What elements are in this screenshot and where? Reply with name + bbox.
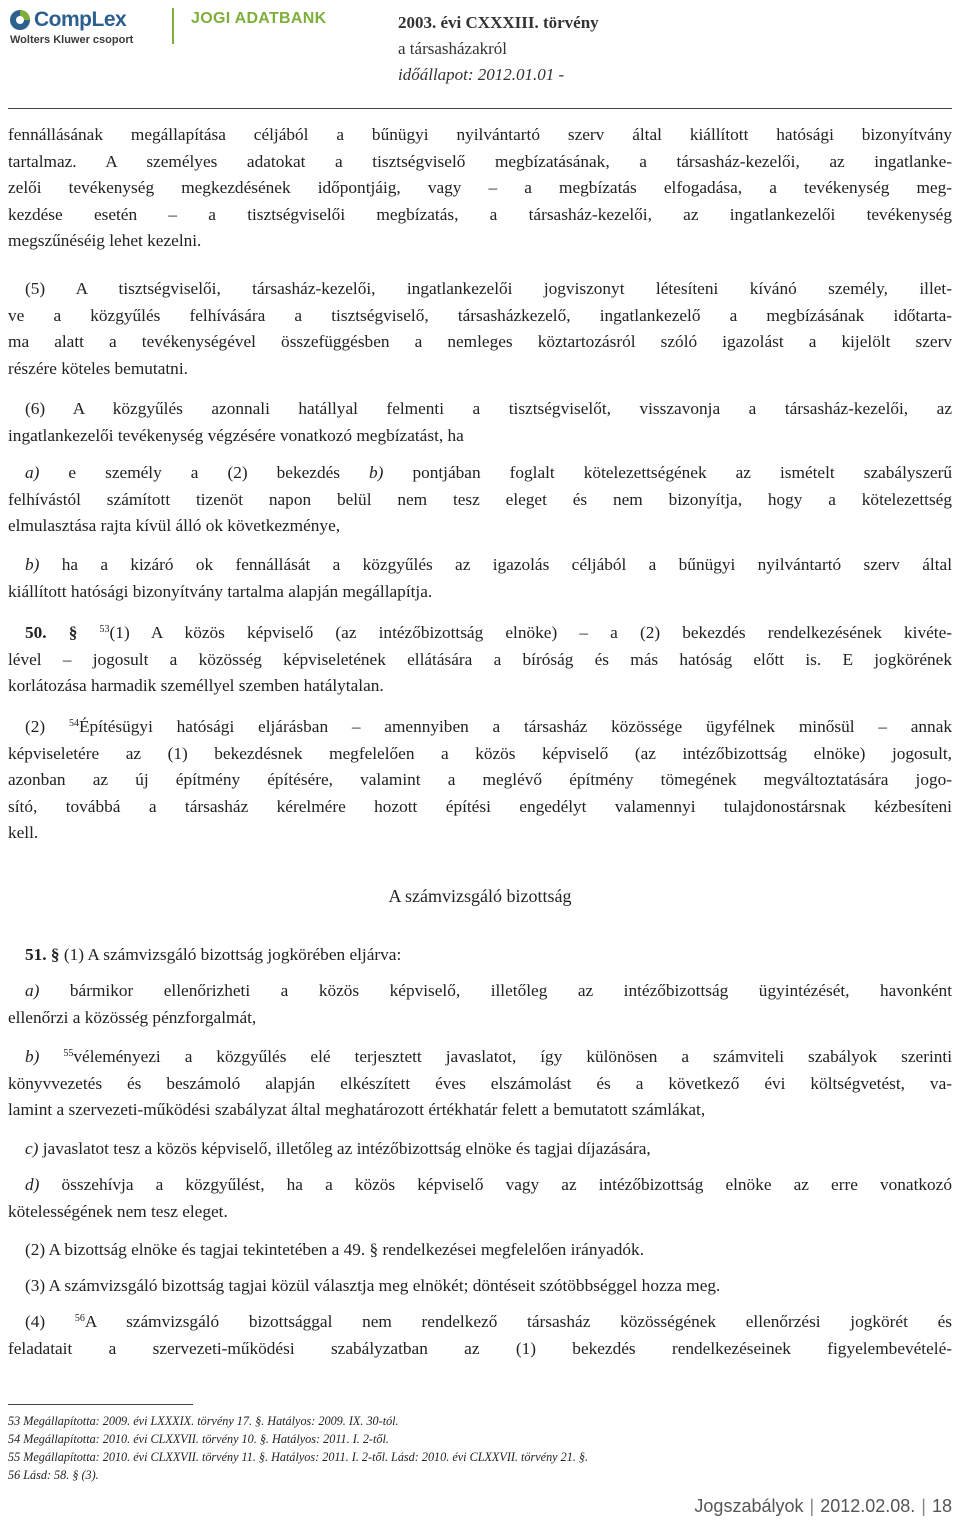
section-51: [8, 942, 952, 969]
text-line: feladatait a szervezeti-működési szabályzatban az (1) bekezdés rendelkezéseinek figyelembevételé-: [8, 1338, 952, 1358]
status-date: időállapot: 2012.01.01 -: [398, 65, 565, 84]
complex-logo-sub: Wolters Kluwer csoport: [10, 34, 134, 46]
text-line: könyvvezetés és beszámoló alapján elkészített éves elszámolást és a következő évi költségvetést, va-: [8, 1073, 952, 1093]
text-line: lamint a szervezeti-működési szabályzat által meghatározott értékhatár felett a bemutatott számlákat,: [8, 1100, 706, 1120]
text-line: képviseletére az (1) bekezdésnek megfelelően a közös képviselő (az intézőbizottság elnöke) jogosult,: [8, 743, 952, 763]
text-line: ellenőrzi a közösség pénzforgalmát,: [8, 1007, 257, 1027]
text-line: sító, továbbá a társasház kérelmére hozott építési engedélyt valamennyi tulajdonostársnak kézbesíteni: [8, 796, 952, 816]
footnote: 53 Megállapította: 2009. évi LXXXIX. törvény 17. §. Hatályos: 2009. IX. 30-tól.: [8, 1414, 399, 1428]
header-divider: [8, 108, 952, 109]
text-line: [8, 1172, 952, 1199]
footnotes: [8, 1412, 588, 1484]
text-fragment: e személy a (2) bekezdés: [39, 463, 370, 482]
footnote: 54 Megállapította: 2010. évi CLXXVII. törvény 10. §. Hatályos: 2011. I. 2-től.: [8, 1432, 389, 1446]
text-fragment: Építésügyi hatósági eljárásban – amennyiben a társasház közössége ügyfélnek minősül – annak: [78, 717, 952, 736]
section-number: 51. §: [25, 945, 60, 964]
section-heading: A számvizsgáló bizottság: [388, 886, 572, 906]
jogi-adatbank-logo: JOGI ADATBANK: [191, 10, 327, 27]
text-fragment: bármikor ellenőrizheti a közös képviselő, illetőleg az intézőbizottság ügyintézését, havonként: [39, 981, 952, 1000]
section-51-a: [8, 978, 952, 1031]
section-51-2: [8, 1237, 952, 1264]
text-line: megszűnéséig lehet kezelni.: [8, 231, 202, 251]
section-51-c: [8, 1136, 952, 1163]
text-line: korlátozása harmadik személlyel szemben hatálytalan.: [8, 676, 384, 696]
text-line: ma alatt a tevékenységével összefüggésben a nemleges köztartozásról szóló igazolást a kijelölt szerv: [8, 332, 952, 352]
text-fragment: (1) A számvizsgáló bizottság jogkörében eljárva:: [63, 945, 402, 964]
text-fragment: ha a kizáró ok fennállását a közgyűlés az igazolás céljából a bűnügyi nyilvántartó szerv által: [39, 555, 952, 574]
text-fragment: összehívja a közgyűlést, ha a közös képviselő vagy az intézőbizottság elnöke az erre vonatkozó: [39, 1175, 952, 1194]
section-51-3: [8, 1273, 952, 1300]
section-number: 50. §: [25, 623, 78, 642]
text-line: [8, 1309, 952, 1336]
point-marker: a): [25, 463, 40, 482]
text-fragment: (2): [25, 717, 69, 736]
point-marker: b): [369, 463, 384, 482]
text-line: ingatlankezelői tevékenység végzésére vonatkozó megbízatást, ha: [8, 425, 464, 445]
text-line: (3) A számvizsgáló bizottság tagjai közül választja meg elnökét; döntéseit szótöbbséggel hozza meg.: [25, 1276, 721, 1295]
section-51-d: [8, 1172, 952, 1225]
text-line: [8, 552, 952, 579]
text-line: [8, 978, 952, 1005]
text-line: [8, 1044, 952, 1071]
paragraph-5: [8, 276, 952, 382]
point-marker: d): [25, 1175, 40, 1194]
point-marker: a): [25, 981, 40, 1000]
text-line: [8, 460, 952, 487]
section-51-4: [8, 1309, 952, 1362]
text-line: felhívástól számított tizenöt napon belül nem tesz eleget és nem bizonyítja, hogy a kötelezettség: [8, 489, 952, 509]
text-fragment: véleményezi a közgyűlés elé terjesztett javaslatot, így különösen a számviteli szabályok szerinti: [73, 1047, 952, 1066]
text-line: (2) A bizottság elnöke és tagjai tekintetében a 49. § rendelkezései megfelelően irányadók.: [25, 1240, 645, 1259]
text-line: tartalmaz. A személyes adatokat a tisztségviselő megbízatásának, a társasház-kezelői, az ingatlanke-: [8, 151, 952, 171]
paragraph-6: [8, 396, 952, 449]
complex-logo-name: CompLex: [34, 8, 127, 31]
section-50-2: [8, 714, 952, 847]
text-line: azonban az új építmény építésére, valamint a meglévő építmény tömegének megváltoztatására jogo-: [8, 770, 952, 790]
point-marker: b): [25, 1047, 40, 1066]
text-line: kiállított hatósági bizonyítvány tartalma alapján megállapítja.: [8, 581, 433, 601]
text-line: kezdése esetén – a tisztségviselői megbízatás, a társasház-kezelői, az ingatlankezelői tevékenység: [8, 204, 952, 224]
section-51-b: [8, 1044, 952, 1124]
point-b: [8, 552, 952, 605]
text-line: [8, 620, 952, 647]
text-fragment: pontjában foglalt kötelezettségének az ismételt szabályszerű: [383, 463, 952, 482]
point-marker: c): [25, 1139, 39, 1158]
text-line: kötelességének nem tesz eleget.: [8, 1201, 228, 1221]
page-footer: [694, 1496, 952, 1517]
text-line: [8, 942, 952, 969]
text-line: részére köteles bemutatni.: [8, 358, 188, 378]
footnote-ref[interactable]: 56: [74, 1313, 85, 1324]
law-title: 2003. évi CXXXIII. törvény: [398, 13, 599, 32]
footnote-ref[interactable]: 54: [68, 718, 79, 729]
footer-separator: |: [809, 1496, 815, 1516]
text-line: lével – jogosult a közösség képviseletének ellátására a bíróság és más hatóság előtt is. E jogkörének: [8, 649, 952, 669]
section-50: [8, 620, 952, 700]
paragraph-continuation: [8, 122, 952, 255]
complex-logo: [8, 6, 168, 50]
text-fragment: javaslatot tesz a közös képviselő, illetőleg az intézőbizottság elnöke és tagjai díjazására,: [38, 1139, 651, 1158]
text-line: ve a közgyűlés felhívására a tisztségviselő, társasházkezelő, ingatlankezelő a megbízásának időtarta-: [8, 305, 952, 325]
text-fragment: (4): [25, 1312, 75, 1331]
footnote: 55 Megállapította: 2010. évi CLXXVII. törvény 11. §. Hatályos: 2011. I. 2-től. Lásd: 2010. évi CLXXVII. törvény 21. §.: [8, 1450, 589, 1464]
logo-divider: [172, 8, 174, 44]
text-line: elmulasztása rajta kívül álló ok következménye,: [8, 516, 341, 536]
footnote-ref[interactable]: 53: [99, 624, 110, 635]
footnote-divider: [8, 1404, 193, 1405]
complex-logo-icon: [8, 8, 32, 32]
footnote: 56 Lásd: 58. § (3).: [8, 1468, 99, 1482]
document-header: [398, 10, 599, 88]
footer-separator: |: [921, 1496, 926, 1516]
page-number: 18: [931, 1496, 952, 1516]
text-fragment: A számvizsgáló bizottsággal nem rendelkező társasház közösségének ellenőrzési jogkörét és: [84, 1312, 952, 1331]
text-line: fennállásának megállapítása céljából a bűnügyi nyilvántartó szerv által kiállított hatósági bizonyítvány: [8, 125, 952, 144]
text-fragment: (1) A közös képviselő (az intézőbizottság elnöke) – a (2) bekezdés rendelkezésének kivéte-: [109, 623, 953, 642]
footer-source: Jogszabályok: [694, 1496, 804, 1516]
point-marker: b): [25, 555, 40, 574]
text-line: (5) A tisztségviselői, társasház-kezelői, ingatlankezelői jogviszonyt létesíteni kívánó személy, illet-: [25, 279, 952, 298]
law-subject: a társasházakról: [398, 39, 508, 58]
text-line: [8, 714, 952, 741]
footnote-ref[interactable]: 55: [63, 1048, 74, 1059]
footer-date: 2012.02.08.: [820, 1496, 916, 1516]
text-line: [8, 1136, 952, 1163]
text-line: (6) A közgyűlés azonnali hatállyal felmenti a tisztségviselőt, visszavonja a társasház-kezelői, az: [25, 399, 952, 418]
point-a: [8, 460, 952, 540]
text-line: kell.: [8, 823, 39, 843]
text-line: zelői tevékenység megkezdésének időpontjáig, vagy – a megbízatás elfogadása, a tevékenység meg-: [8, 178, 952, 198]
